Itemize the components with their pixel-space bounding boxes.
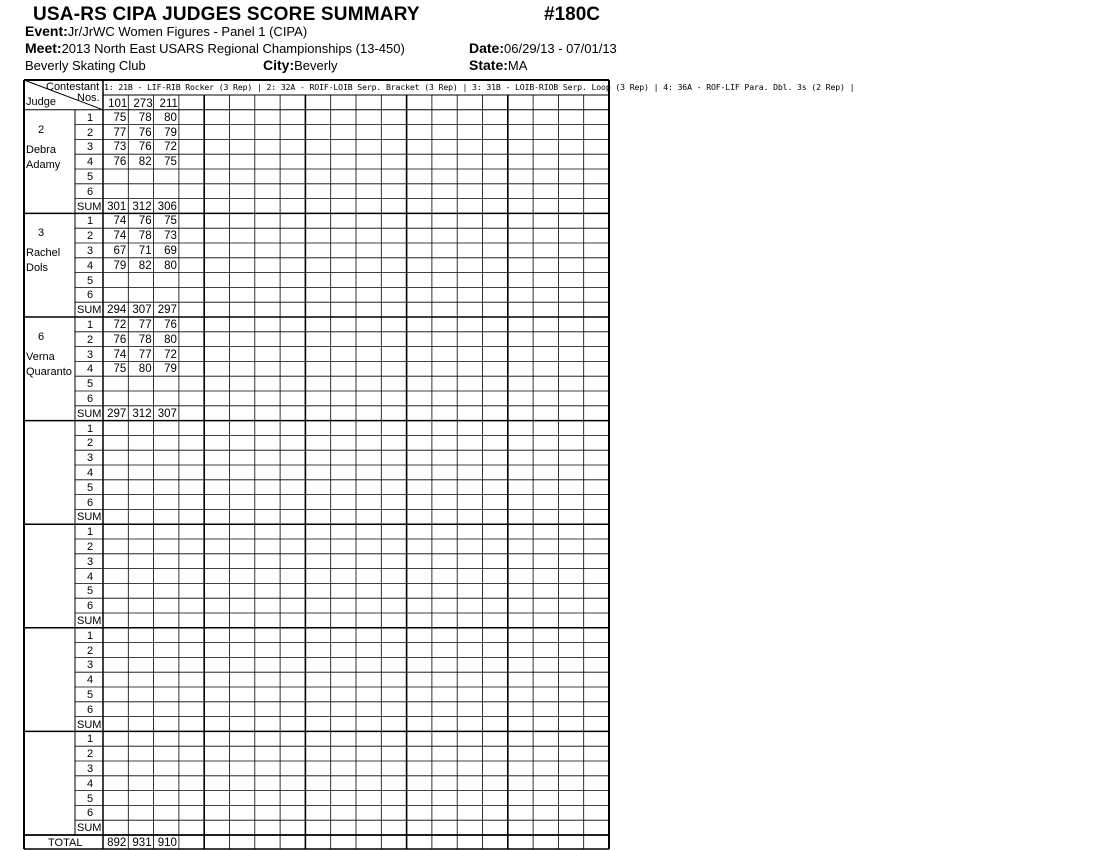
judge-number: 2 <box>38 123 45 136</box>
score-cell: 73 <box>113 141 127 154</box>
row-number-label: 6 <box>87 703 94 716</box>
sum-row-label: SUM <box>77 615 102 627</box>
date-label: Date: <box>469 40 505 56</box>
sum-cell: 312 <box>132 200 152 213</box>
row-number-label: 3 <box>87 348 94 361</box>
score-cell: 72 <box>164 348 177 361</box>
score-cell: 79 <box>164 363 177 376</box>
total-cell: 892 <box>107 837 127 849</box>
row-number-label: 1 <box>87 422 94 435</box>
report-title: USA-RS CIPA JUDGES SCORE SUMMARY <box>33 4 420 25</box>
row-number-label: 6 <box>87 600 94 613</box>
row-number-label: 5 <box>87 378 94 391</box>
sum-row-label: SUM <box>77 822 102 835</box>
row-number-label: 4 <box>87 259 94 272</box>
row-number-label: 1 <box>87 526 94 539</box>
sum-cell: 297 <box>157 304 177 317</box>
score-cell: 72 <box>113 319 127 331</box>
row-number-label: 4 <box>87 674 94 687</box>
figures-legend: 1: 21B - LIF-RIB Rocker (3 Rep) | 2: 32A - ROIF-LOIB Serp. Bracket (3 Rep) | 3: 31B - LOIB-RIOB Serp. Loop (3 Rep) | 4: 36A - ROF-LIF Para. Dbl. 3s (2 Rep) | <box>104 82 855 92</box>
row-number-label: 5 <box>87 585 94 598</box>
judge-last-name: Adamy <box>26 158 61 171</box>
club-name: Beverly Skating Club <box>25 58 146 73</box>
event-value: Jr/JrWC Women Figures - Panel 1 (CIPA) <box>67 24 308 39</box>
score-cell: 74 <box>113 215 127 228</box>
judge-first-name: Verna <box>26 351 55 363</box>
row-number-label: 5 <box>87 274 94 287</box>
row-number-label: 6 <box>87 393 94 405</box>
score-cell: 77 <box>113 126 127 139</box>
row-number-label: 6 <box>87 807 94 820</box>
row-number-label: 4 <box>87 363 94 376</box>
score-cell: 74 <box>113 348 127 361</box>
row-number-label: 3 <box>87 141 94 154</box>
row-number-label: 1 <box>87 629 94 642</box>
score-cell: 78 <box>138 111 152 124</box>
contestant-number: 101 <box>108 98 128 110</box>
contestant-header: Contestant <box>46 81 100 93</box>
row-number-label: 6 <box>87 496 94 509</box>
score-cell: 82 <box>138 156 152 169</box>
score-cell: 79 <box>164 126 177 139</box>
judge-last-name: Dols <box>26 262 49 275</box>
judge-number: 6 <box>38 331 45 343</box>
sum-cell: 294 <box>107 304 127 317</box>
score-cell: 76 <box>113 156 127 169</box>
city-label: City: <box>263 57 295 73</box>
score-cell: 80 <box>164 259 177 272</box>
meet-value: 2013 North East USARS Regional Championships (13-450) <box>61 41 405 56</box>
row-number-label: 3 <box>87 763 94 775</box>
sum-cell: 306 <box>157 200 177 213</box>
row-number-label: 2 <box>87 437 94 450</box>
score-cell: 74 <box>113 230 127 243</box>
row-number-label: 4 <box>87 777 94 790</box>
row-number-label: 2 <box>87 126 94 139</box>
score-cell: 79 <box>113 259 127 272</box>
score-cell: 78 <box>138 230 152 243</box>
row-number-label: 1 <box>87 319 94 331</box>
score-cell: 77 <box>138 319 152 331</box>
row-number-label: 2 <box>87 333 94 346</box>
nos-header: Nos. <box>77 92 100 104</box>
total-cell: 931 <box>132 837 152 849</box>
sum-row-label: SUM <box>77 407 102 420</box>
form-number: #180C <box>544 4 600 25</box>
sum-cell: 301 <box>107 200 127 213</box>
score-cell: 80 <box>164 333 177 346</box>
score-cell: 76 <box>113 333 127 346</box>
row-number-label: 3 <box>87 555 94 568</box>
row-number-label: 5 <box>87 171 94 183</box>
row-number-label: 1 <box>87 733 94 746</box>
score-cell: 72 <box>164 141 177 154</box>
score-cell: 80 <box>164 111 177 124</box>
contestant-number: 273 <box>133 98 153 110</box>
score-cell: 76 <box>138 215 152 228</box>
row-number-label: 2 <box>87 230 94 243</box>
judge-first-name: Rachel <box>26 247 61 260</box>
sum-cell: 307 <box>132 304 152 317</box>
score-cell: 78 <box>138 333 152 346</box>
row-number-label: 3 <box>87 245 94 257</box>
row-number-label: 6 <box>87 185 94 198</box>
row-number-label: 6 <box>87 289 94 302</box>
sum-row-label: SUM <box>77 511 102 524</box>
sum-cell: 297 <box>107 407 127 420</box>
row-number-label: 5 <box>87 689 94 701</box>
row-number-label: 3 <box>87 452 94 465</box>
score-cell: 76 <box>138 141 152 154</box>
row-number-label: 2 <box>87 748 94 761</box>
judge-header: Judge <box>26 96 56 108</box>
score-cell: 71 <box>138 245 152 257</box>
score-cell: 80 <box>138 363 152 376</box>
row-number-label: 3 <box>87 659 94 672</box>
row-number-label: 2 <box>87 644 94 657</box>
score-cell: 76 <box>138 126 152 139</box>
row-number-label: 1 <box>87 111 94 124</box>
judge-last-name: Quaranto <box>26 366 72 378</box>
state-label: State: <box>469 57 508 73</box>
row-number-label: 5 <box>87 481 94 494</box>
row-number-label: 2 <box>87 541 94 553</box>
sum-row-label: SUM <box>77 200 102 213</box>
score-cell: 82 <box>138 259 152 272</box>
score-cell: 77 <box>138 348 152 361</box>
judge-first-name: Debra <box>26 143 56 156</box>
score-cell: 73 <box>164 230 177 243</box>
score-cell: 75 <box>113 111 127 124</box>
sum-row-label: SUM <box>77 718 102 731</box>
total-cell: 910 <box>157 837 177 849</box>
score-cell: 67 <box>113 245 127 257</box>
score-cell: 76 <box>164 319 177 331</box>
score-cell: 75 <box>164 156 177 169</box>
date-value: 06/29/13 - 07/01/13 <box>504 41 617 56</box>
sum-cell: 307 <box>157 407 177 420</box>
contestant-number: 211 <box>159 98 178 110</box>
score-cell: 75 <box>113 363 127 376</box>
score-cell: 69 <box>164 245 177 257</box>
meet-label: Meet: <box>25 40 62 56</box>
row-number-label: 4 <box>87 570 94 583</box>
city-value: Beverly <box>294 58 338 73</box>
row-number-label: 1 <box>87 215 94 228</box>
total-label: TOTAL <box>48 837 83 849</box>
row-number-label: 5 <box>87 792 94 805</box>
judge-number: 3 <box>38 227 45 240</box>
sum-row-label: SUM <box>77 304 102 317</box>
event-label: Event: <box>25 23 68 39</box>
row-number-label: 4 <box>87 156 94 169</box>
sum-cell: 312 <box>132 407 152 420</box>
state-value: MA <box>507 58 528 73</box>
score-cell: 75 <box>164 215 177 228</box>
row-number-label: 4 <box>87 467 94 479</box>
